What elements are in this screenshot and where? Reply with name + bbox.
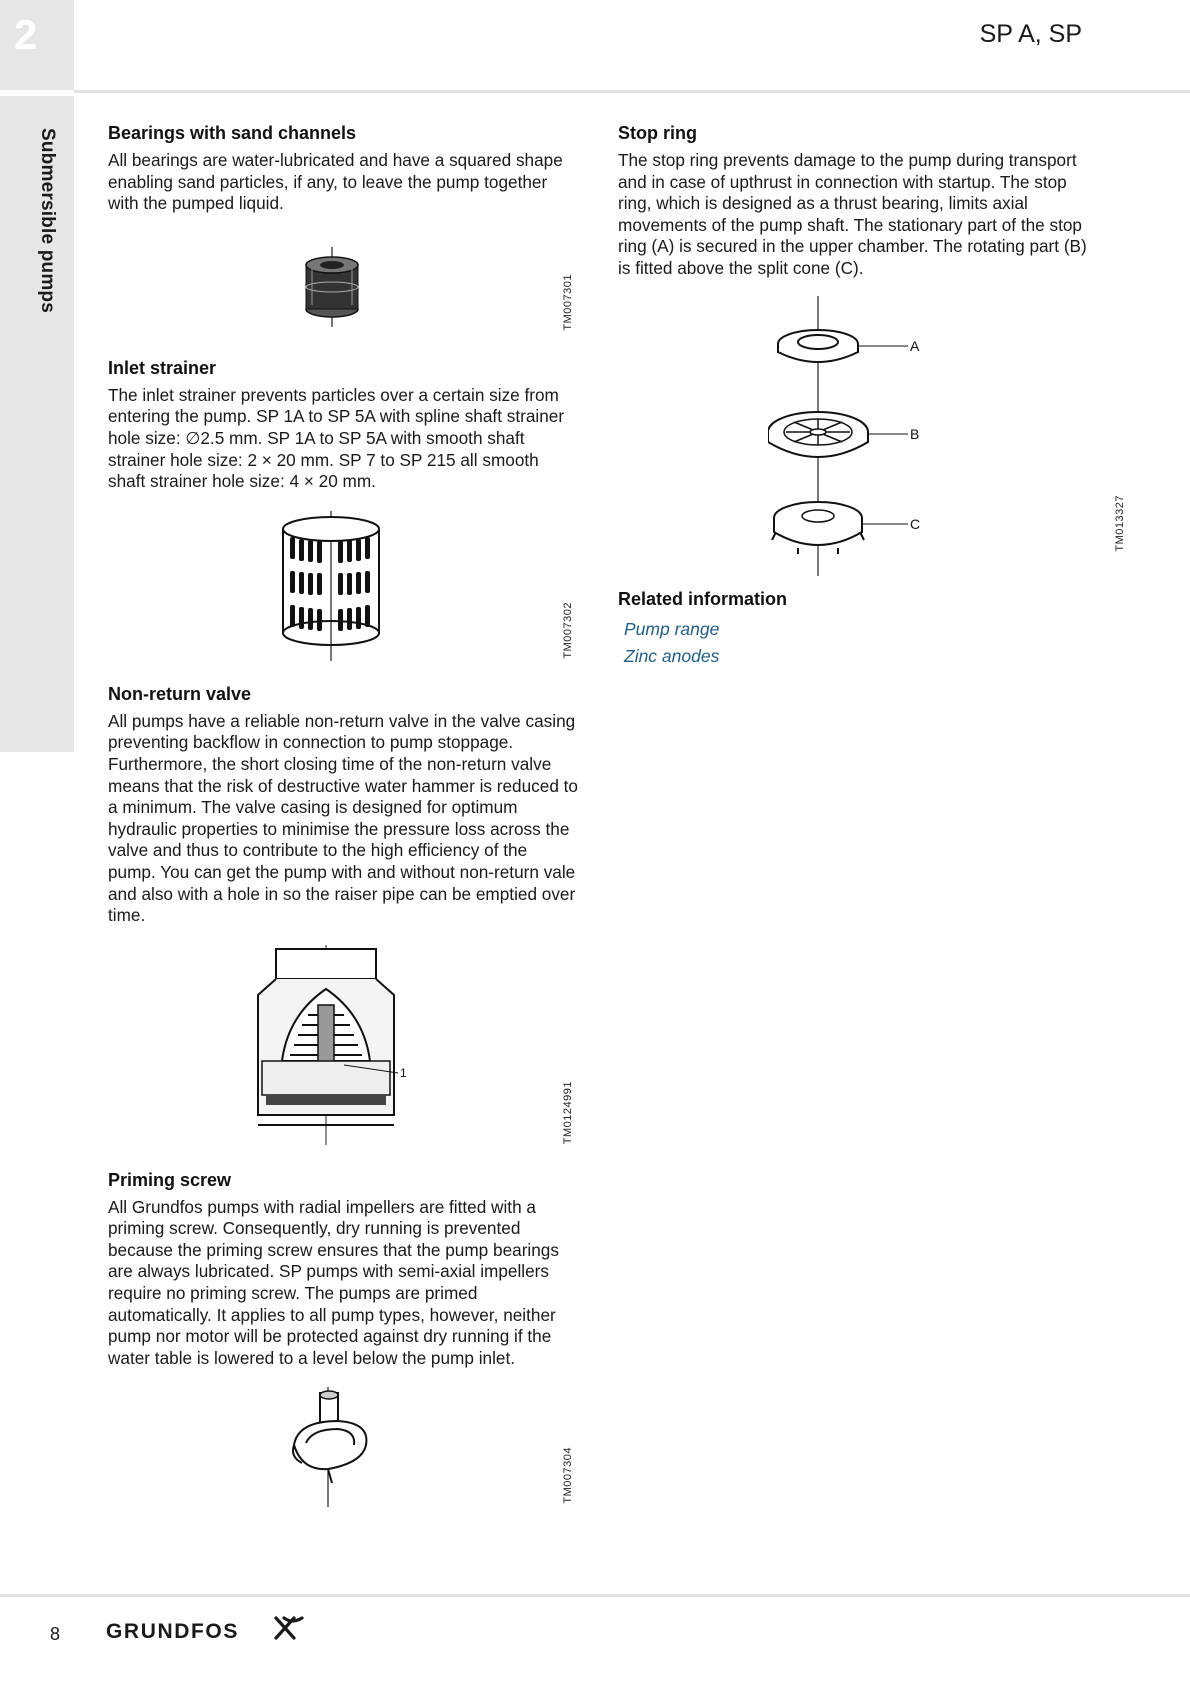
bearing-figure [108,215,578,335]
stop-ring-figure [618,280,1126,580]
grundfos-logo [106,1612,306,1651]
document-title: SP A, SP [979,20,1082,48]
figure-code: TM0124991 [562,1081,574,1145]
section-bearings [108,122,578,335]
section-title: Stop ring [618,123,697,143]
stop-ring-label-b: B [910,425,920,442]
valve-illustration [248,945,428,1145]
valve-callout: 1 [400,1065,407,1080]
left-column [108,122,578,1507]
link-pump-range[interactable]: Pump range [624,618,720,639]
figure-code: TM007304 [562,1446,574,1504]
section-body: The stop ring prevents damage to the pump during transport and in case of upthrust in connection with startup. The stop ring, which is designed as a thrust bearing, limits axial movements of the pump shaft. The stationary part of the stop ring (A) is secured in the upper chamber. The rotating part (B) is fitted above the split cone (C). [618,150,1087,278]
section-priming-screw [108,1169,578,1508]
strainer-figure [108,493,578,663]
section-body: All Grundfos pumps with radial impellers are fitted with a priming screw. Consequently, dry running is prevented because the priming screw ensures that the pump bearings are always lubricated. SP pumps with semi-axial impellers require no priming screw. The pumps are primed automatically. It applies to all pump types, however, neither pump nor motor will be protected against dry running if the water table is lowered to a level below the pump inlet. [108,1196,559,1368]
strainer-illustration [278,511,384,661]
side-tab-label: Submersible pumps [37,128,58,313]
section-title: Priming screw [108,1169,232,1190]
section-title: Inlet strainer [108,357,217,378]
section-title: Related information [618,588,788,609]
header-divider [74,90,1190,93]
priming-screw-figure [108,1369,578,1507]
section-inlet-strainer [108,357,578,663]
valve-figure [108,927,578,1149]
figure-code: TM007302 [562,602,574,659]
stop-ring-label-a: A [910,337,920,354]
svg-text:GRUNDFOS: GRUNDFOS [106,1620,239,1643]
figure-code: TM007301 [562,274,574,331]
bearing-illustration [298,247,378,327]
link-zinc-anodes[interactable]: Zinc anodes [624,645,720,666]
figure-code: TM013327 [1114,494,1126,552]
section-title: Bearings with sand channels [108,123,357,143]
section-body: The inlet strainer prevents particles over a certain size from entering the pump. SP 1A to SP 5A with spline shaft strainer hole size: ∅2.5 mm. SP 1A to SP 5A with smooth shaft strainer hole size: 2 × 20 mm. SP 7 to SP 215 all smooth shaft strainer hole size: 4 × 20 mm. [108,384,565,492]
chapter-number: 2 [14,11,38,58]
chapter-box [0,0,74,90]
section-title: Non-return valve [108,683,252,704]
priming-screw-illustration [288,1387,388,1507]
section-body: All pumps have a reliable non-return valve in the valve casing preventing backflow in connection to pump stoppage. Furthermore, the short closing time of the non-return valve means that the risk of destructive water hammer is reduced to a minimum. The valve casing is designed for optimum hydraulic properties to minimise the pressure loss across the valve and thus to contribute to the high efficiency of the pump. You can get the pump with and without non-return vale and also with a hole in so the raiser pipe can be emptied over time. [108,710,578,926]
grundfos-logo-mark [106,1612,306,1646]
section-stop-ring [618,122,1126,580]
right-column [618,122,1126,670]
stop-ring-illustration [768,296,938,576]
stop-ring-label-c: C [910,515,921,532]
section-non-return-valve [108,683,578,1149]
footer-divider [0,1594,1190,1597]
section-body: All bearings are water-lubricated and have a squared shape enabling sand particles, if any, to leave the pump together with the pumped liquid. [108,150,563,214]
section-related-information [618,588,1088,670]
page-number: 8 [50,1624,61,1644]
